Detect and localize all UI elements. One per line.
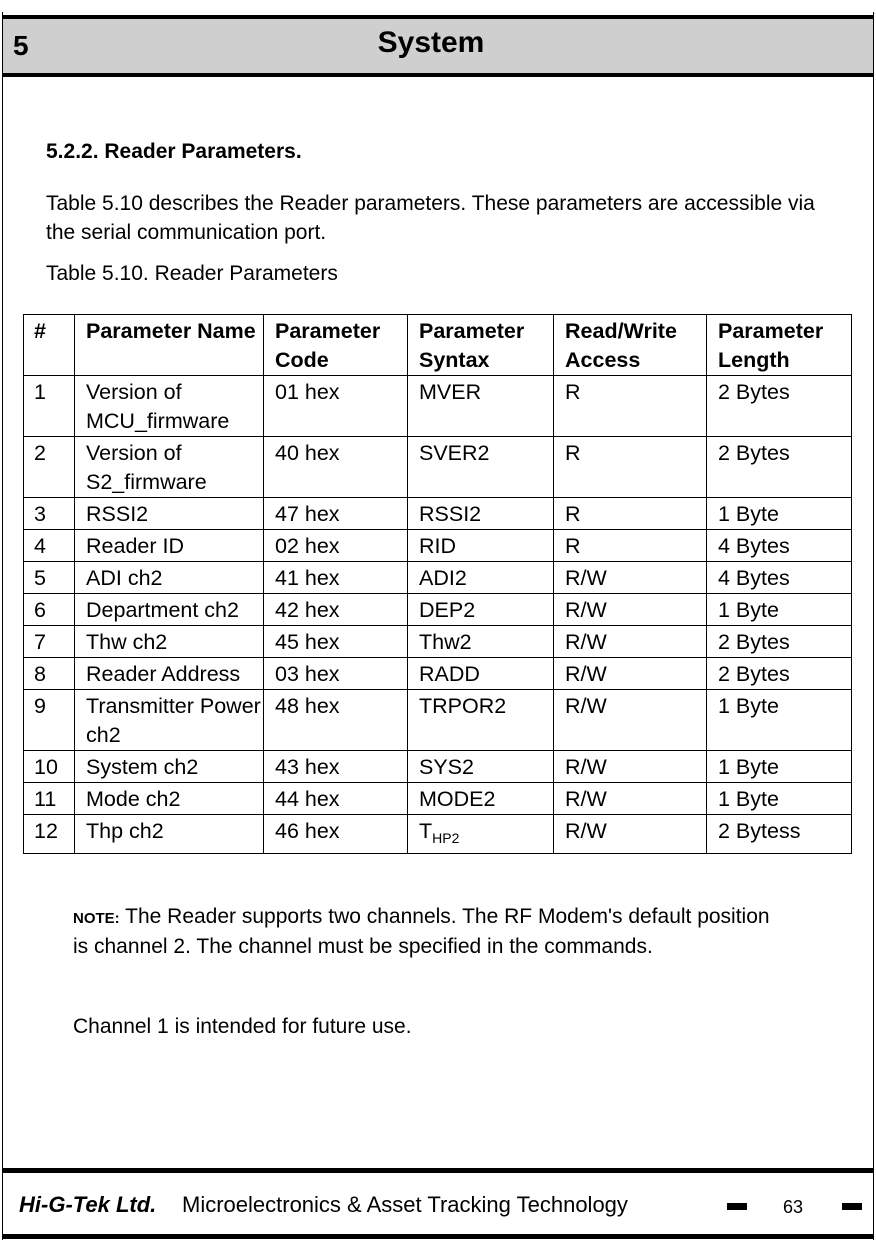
cell-code: 48 hex (264, 690, 408, 751)
note-paragraph (73, 903, 773, 961)
cell-length: 2 Bytes (707, 626, 852, 658)
cell-length: 2 Bytes (707, 658, 852, 690)
table-caption: Table 5.10. Reader Parameters (46, 262, 338, 285)
table-row (24, 751, 852, 783)
cell-access: R (554, 530, 707, 562)
cell-length: 1 Byte (707, 594, 852, 626)
table-row (24, 498, 852, 530)
cell-access: R/W (554, 658, 707, 690)
cell-access: R/W (554, 783, 707, 815)
header-access: Read/Write Access (554, 315, 707, 376)
cell-num: 12 (24, 815, 75, 854)
cell-code: 02 hex (264, 530, 408, 562)
cell-name: Version of MCU_firmware (75, 376, 264, 437)
chapter-number: 5 (13, 30, 29, 61)
cell-length: 2 Bytes (707, 376, 852, 437)
note-followup: Channel 1 is intended for future use. (73, 1015, 412, 1038)
cell-access: R (554, 376, 707, 437)
cell-num: 7 (24, 626, 75, 658)
chapter-title (0, 26, 876, 60)
cell-access: R/W (554, 815, 707, 854)
cell-code: 44 hex (264, 783, 408, 815)
cell-code: 43 hex (264, 751, 408, 783)
header-parameter-name: Parameter Name (75, 315, 264, 376)
cell-name: RSSI2 (75, 498, 264, 530)
intro-paragraph: Table 5.10 describes the Reader parameters. These parameters are accessible via the serial communication port. (46, 192, 815, 244)
cell-num: 11 (24, 783, 75, 815)
header-parameter-syntax: Parameter Syntax (408, 315, 554, 376)
footer-tagline: Microelectronics & Asset Tracking Technology (182, 1192, 628, 1217)
cell-syntax: Thw2 (408, 626, 554, 658)
syntax-base: T (419, 819, 433, 843)
cell-name: Version of S2_firmware (75, 437, 264, 498)
cell-code: 45 hex (264, 626, 408, 658)
cell-name: Thw ch2 (75, 626, 264, 658)
footer-dash-right (842, 1203, 862, 1210)
cell-name: Reader Address (75, 658, 264, 690)
note-text: The Reader supports two channels. The RF Modem's default position is channel 2. The channel must be specified in the commands. (73, 905, 770, 958)
cell-length: 2 Bytes (707, 437, 852, 498)
cell-name: Transmitter Power ch2 (75, 690, 264, 751)
cell-access: R (554, 437, 707, 498)
cell-name: Reader ID (75, 530, 264, 562)
cell-code: 41 hex (264, 562, 408, 594)
cell-name: ADI ch2 (75, 562, 264, 594)
cell-name: Department ch2 (75, 594, 264, 626)
chapter-title-text: System (377, 26, 485, 59)
cell-syntax: MVER (408, 376, 554, 437)
cell-code: 42 hex (264, 594, 408, 626)
table-row (24, 626, 852, 658)
header-length: Parameter Length (707, 315, 852, 376)
page-frame-right (873, 12, 874, 1240)
cell-length: 2 Bytess (707, 815, 852, 854)
cell-access: R/W (554, 751, 707, 783)
table-row (24, 594, 852, 626)
cell-length: 1 Byte (707, 783, 852, 815)
header-num: # (24, 315, 75, 376)
cell-syntax: ADI2 (408, 562, 554, 594)
cell-length: 1 Byte (707, 751, 852, 783)
cell-syntax: TRPOR2 (408, 690, 554, 751)
cell-syntax: RID (408, 530, 554, 562)
page-number: 63 (783, 1197, 804, 1217)
cell-code: 01 hex (264, 376, 408, 437)
cell-code: 46 hex (264, 815, 408, 854)
footer-rule-bottom (3, 1234, 873, 1239)
cell-name: System ch2 (75, 751, 264, 783)
footer-rule-top (3, 1168, 873, 1173)
cell-length: 1 Byte (707, 498, 852, 530)
table-row (24, 783, 852, 815)
cell-length: 1 Byte (707, 690, 852, 751)
cell-access: R/W (554, 562, 707, 594)
cell-num: 10 (24, 751, 75, 783)
cell-num: 6 (24, 594, 75, 626)
footer-dash-left (727, 1203, 747, 1210)
syntax-subscript: HP2 (432, 830, 460, 846)
cell-access: R (554, 498, 707, 530)
header-parameter-code: Parameter Code (264, 315, 408, 376)
cell-code: 03 hex (264, 658, 408, 690)
table-row (24, 530, 852, 562)
cell-num: 8 (24, 658, 75, 690)
table-row (24, 658, 852, 690)
cell-num: 1 (24, 376, 75, 437)
cell-syntax (408, 815, 554, 854)
table-header-row (24, 315, 852, 376)
cell-num: 9 (24, 690, 75, 751)
section-heading: 5.2.2. Reader Parameters. (46, 140, 302, 163)
cell-num: 2 (24, 437, 75, 498)
cell-access: R/W (554, 690, 707, 751)
cell-num: 5 (24, 562, 75, 594)
table-row (24, 815, 852, 854)
cell-length: 4 Bytes (707, 562, 852, 594)
cell-syntax: MODE2 (408, 783, 554, 815)
cell-name: Mode ch2 (75, 783, 264, 815)
cell-num: 4 (24, 530, 75, 562)
cell-access: R/W (554, 594, 707, 626)
cell-code: 40 hex (264, 437, 408, 498)
table-row (24, 376, 852, 437)
note-label: NOTE: (73, 910, 120, 927)
cell-length: 4 Bytes (707, 530, 852, 562)
cell-syntax: SYS2 (408, 751, 554, 783)
cell-syntax: DEP2 (408, 594, 554, 626)
page-frame-left (2, 12, 3, 1240)
table-row (24, 437, 852, 498)
cell-syntax: RADD (408, 658, 554, 690)
reader-parameters-table (23, 314, 852, 854)
cell-syntax: SVER2 (408, 437, 554, 498)
cell-num: 3 (24, 498, 75, 530)
cell-code: 47 hex (264, 498, 408, 530)
cell-syntax: RSSI2 (408, 498, 554, 530)
table-row (24, 562, 852, 594)
cell-access: R/W (554, 626, 707, 658)
footer-company: Hi-G-Tek Ltd. (19, 1192, 157, 1217)
table-row (24, 690, 852, 751)
cell-name: Thp ch2 (75, 815, 264, 854)
